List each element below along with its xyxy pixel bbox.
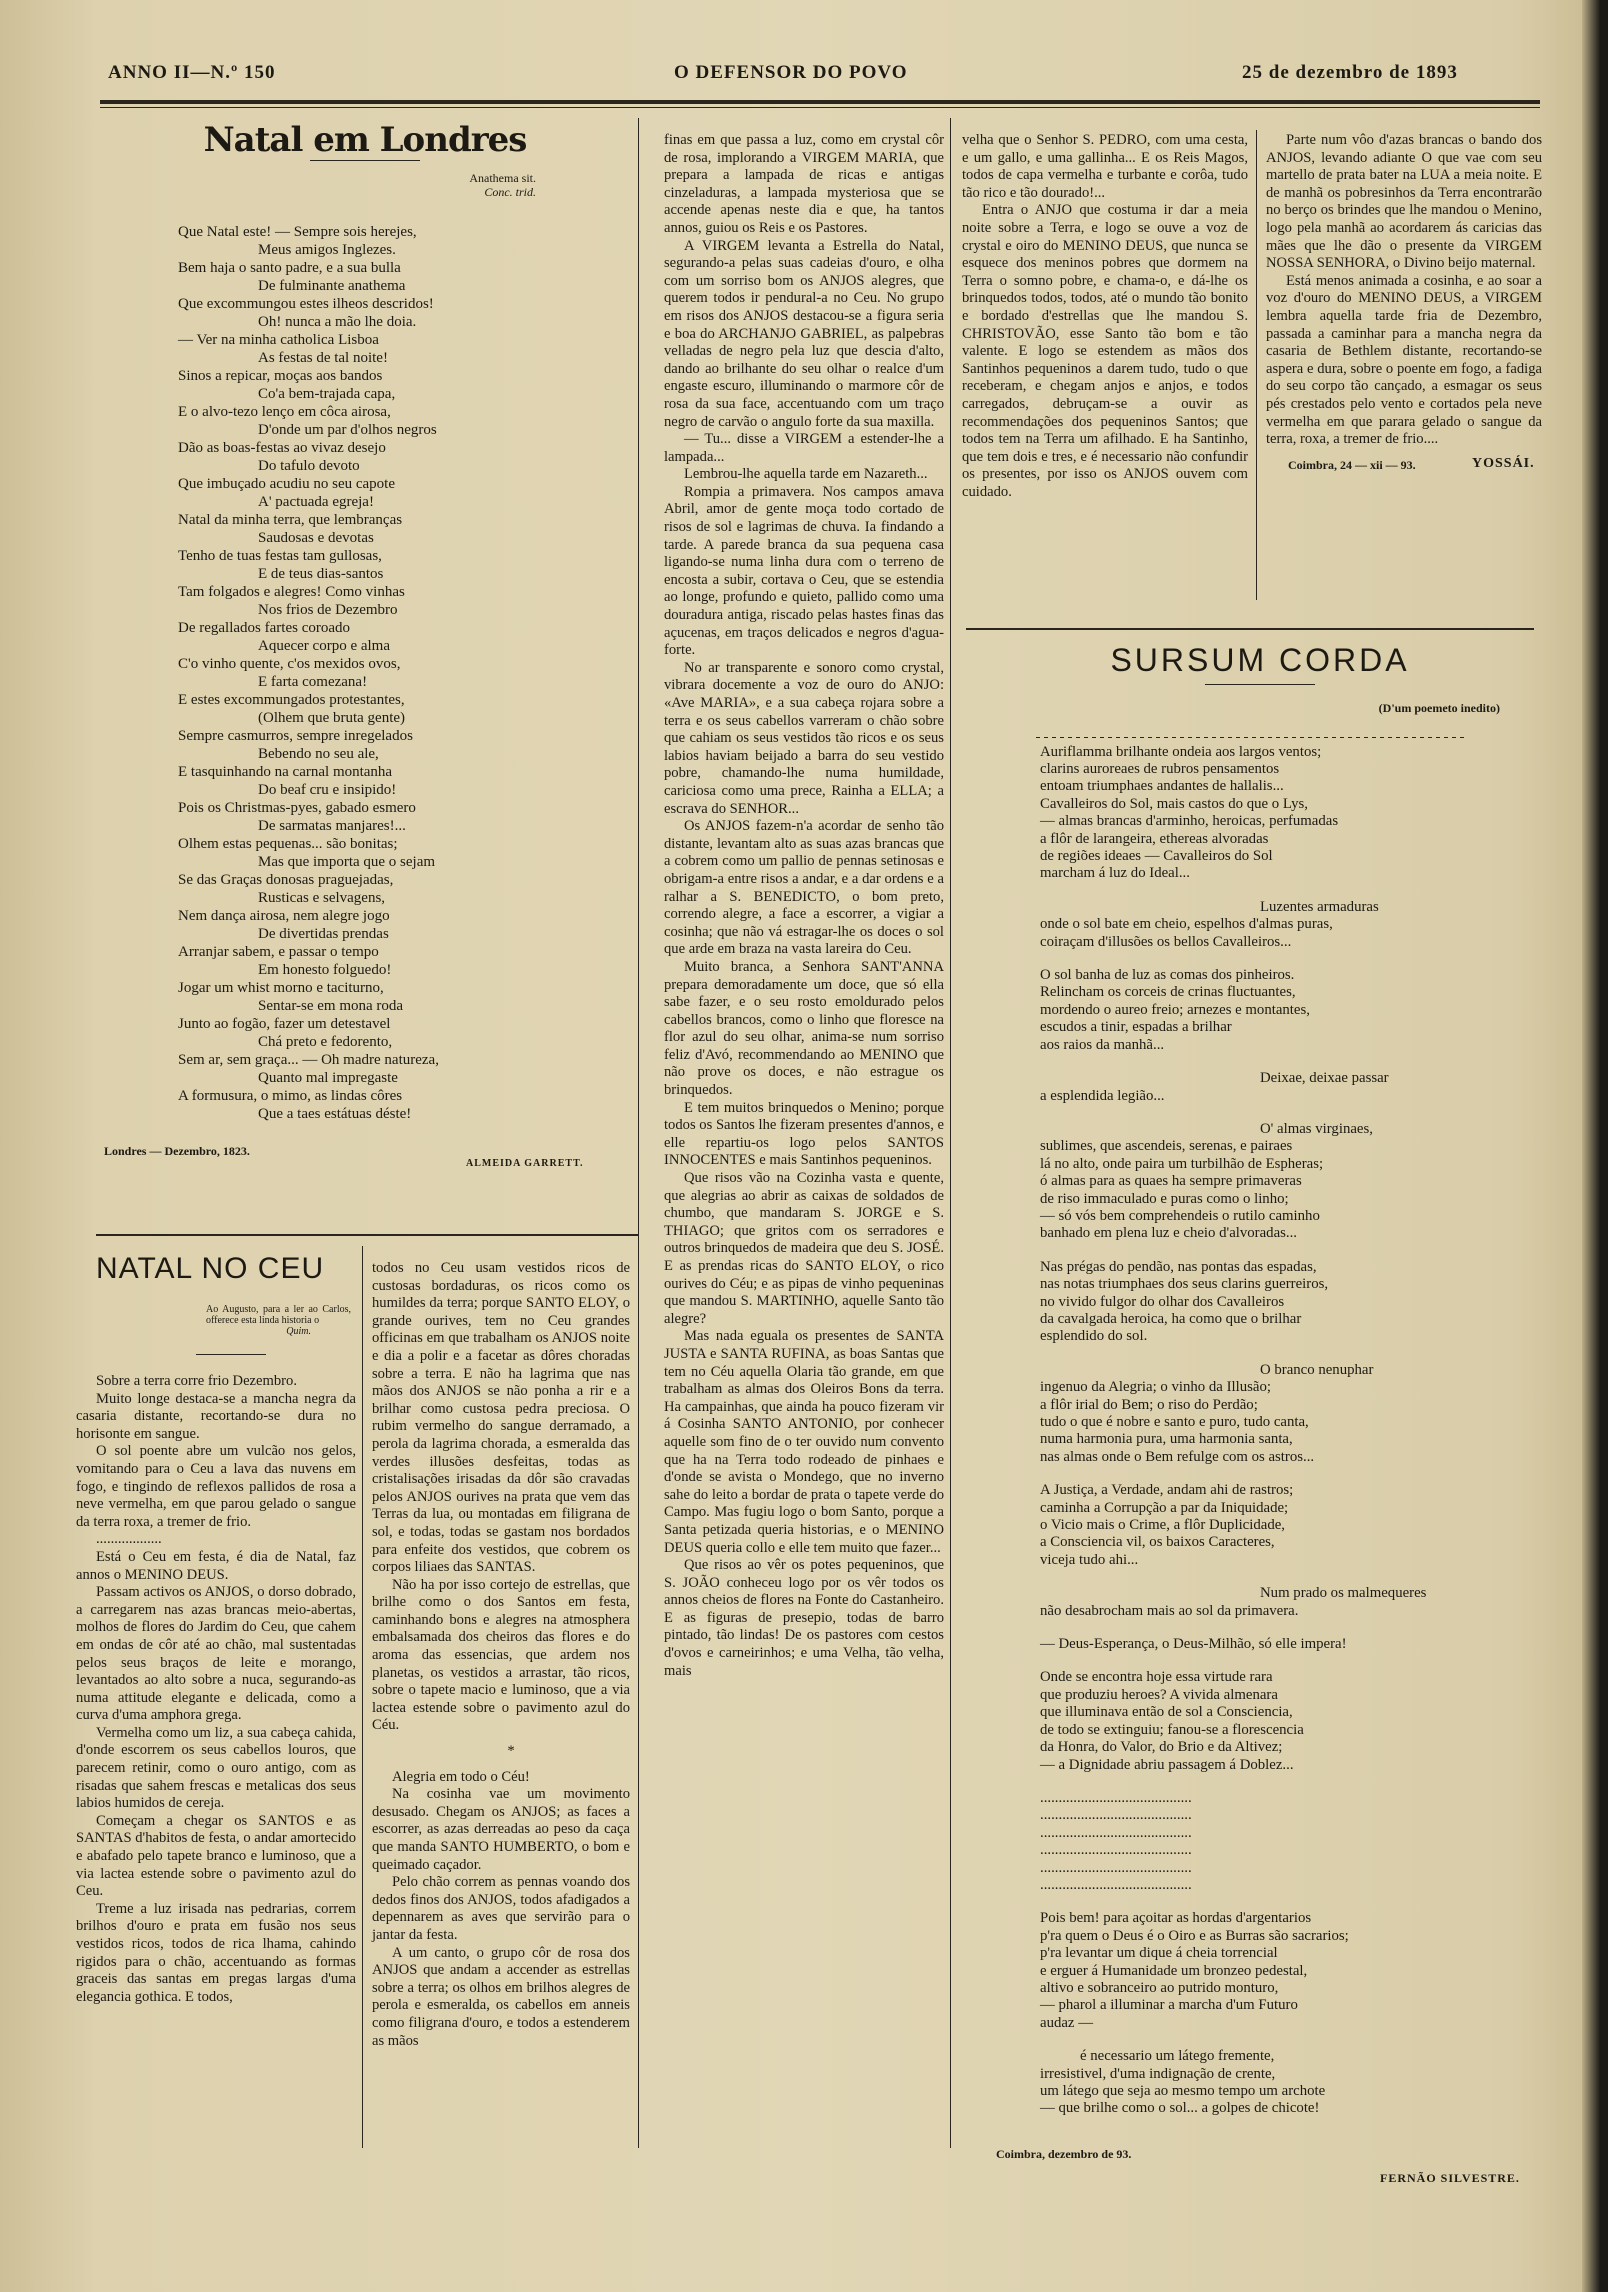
verse-line: E o alvo-tezo lenço em côca airosa, (178, 403, 391, 420)
verse-line: A Justiça, a Verdade, andam ahi de rastros; (1040, 1482, 1294, 1499)
verse-line: o Vicio mais o Crime, a flôr Duplicidade, (1040, 1517, 1285, 1534)
verse-line: O branco nenuphar (1260, 1361, 1374, 1378)
verse-line: Jogar um whist morno e taciturno, (178, 979, 384, 996)
stanza (1040, 1362, 1520, 1466)
verse-line: caminha a Corrupção a par da Iniquidade; (1040, 1499, 1289, 1516)
paragraph: Não ha por isso cortejo de estrellas, que brilhe como o dos Santos em festa, caminhando bons e alegres na atmosphera embalsamada dos cheiros das flores e do aroma das essencias, que ardem nos planetas, os vestidos a arrastar, tão ricos, sobre o tapete macio e luminoso, que a via lactea estende sobre o pavimento azul do Céu. (372, 1576, 630, 1734)
verse-line: Que excommungou estes ilheos descridos! (178, 295, 434, 312)
paragraph: .................. (96, 1531, 162, 1548)
verse-line: Nem dança airosa, nem alegre jogo (178, 907, 390, 924)
verse-line: Que Natal este! — Sempre sois herejes, (178, 223, 417, 240)
paragraph: Pelo chão correm as pennas voando dos dedos finos dos ANJOS, todos afadigados a depennarem as aves que servirão para o jantar da festa. (372, 1874, 630, 1943)
verse-line: Tam folgados e alegres! Como vinhas (178, 583, 405, 600)
paragraph: Alegria em todo o Céu! (392, 1768, 530, 1785)
verse-line: de todo se extinguiu; fanou-se a florescencia (1040, 1721, 1304, 1738)
verse-line: Luzentes armaduras (1260, 898, 1379, 915)
verse-line: Do beaf cru e insipido! (258, 781, 397, 798)
poem-title: Natal em Londres (203, 120, 527, 160)
verse-line: a flôr irial do Bem; o riso do Perdão; (1040, 1396, 1258, 1413)
verse-line: nas notas triumphaes dos seus clarins guerreiros, (1040, 1276, 1329, 1293)
stanza (1040, 1636, 1520, 1653)
verse-line: E tasquinhando na carnal montanha (178, 763, 393, 780)
verse-line: Pois bem! para açoitar as hordas d'argentarios (1040, 1910, 1312, 1927)
verse-line: Aquecer corpo e alma (258, 637, 391, 654)
verse-line: Bem haja o santo padre, e a sua bulla (178, 259, 401, 276)
issue-number: ANNO II—N.º 150 (108, 62, 276, 83)
paragraph: Parte num vôo d'azas brancas o bando dos ANJOS, levando adiante O que vae com seu martello de prata bater na LUA a meia noite. E de manhã os pobresinhos da Terra encontrarão no berço os brindes que lhe mandou o Menino, logo pela manhã ao acordarem ás caricias das mães que lhe dão o presente da VIRGEM NOSSA SENHORA, o Divino beijo maternal. (1266, 132, 1542, 272)
story-column-2 (372, 1260, 630, 2050)
stanza (1040, 2048, 1520, 2118)
poem-author: ALMEIDA GARRETT. (466, 1157, 584, 1169)
section-rule (966, 628, 1534, 630)
paragraph: Começam a chegar os SANTOS e as SANTAS d'habitos de festa, o andar amortecido e abafado pelo tapete branco e luminoso, que a via lactea estende sobre o pavimento azul do Ceu. (76, 1812, 356, 1900)
paragraph: A um canto, o grupo côr de rosa dos ANJOS que andam a accender as estrellas sobre a terra; os olhos em brilhos alegres de perola e esmeralda, os cabellos em anneis como filigrana d'ouro, e todos a estenderem as mãos (372, 1944, 630, 2049)
verse-line: p'ra quem o Deus é o Oiro e as Burras são sacrarios; (1040, 1927, 1349, 1944)
paragraph: Que risos vão na Cozinha vasta e quente, que alegrias ao abrir as caixas de soldados de chumbo, que mandaram S. JORGE e S. THIAGO; que gritos com os serradores e outros brinquedos de madeira que deu S. JOSÉ. E as prendas ricas do SANTO ELOY, o rico ourives do Céu; e as pipas de vinho pequeninas que mandou S. MARTINHO, aquelle Santo tão alegre? (664, 1170, 944, 1327)
verse-line: marcham á luz do Ideal... (1040, 865, 1190, 882)
paragraph: todos no Ceu usam vestidos ricos de custosas bordaduras, os ricos como os humildes da terra; porque SANTO ELOY, o grande ourives, tem no Ceu grandes officinas em que trabalham os ANJOS noite e dia a polir e a facetar as dôres choradas sobre a terra. E não ha lagrima que nas mãos dos ANJOS se não ponha a rir e a brilhar como custosa pedra preciosa. O rubim vermelho do sangue derramado, a perola da lagrima chorada, a esmeralda das verdes illusões desfeitas, todas as cristalisações irisadas da dôr são cravadas pelos ANJOS ourives na prata que vem das Terras da lua, ou montadas em filigrana de sol, e todas, todas se gastam nos bordados para enfeite dos vestidos, que cobrem os corpos liliaes das SANTAS. (372, 1260, 630, 1576)
verse-line: O' almas virginaes, (1260, 1120, 1373, 1137)
stanza (1040, 1669, 1520, 1773)
verse-line: a flôr de larangeira, ethereas alvoradas (1040, 830, 1269, 847)
verse-line: Sentar-se em mona roda (258, 997, 404, 1014)
verse-line: a esplendida legião... (1040, 1087, 1165, 1104)
verse-line: (Olhem que bruta gente) (258, 709, 406, 726)
verse-line: — a Dignidade abriu passagem á Doblez... (1040, 1756, 1294, 1773)
paragraph: Na cosinha vae um movimento desusado. Chegam os ANJOS; as faces a escorrer, as azas derreadas ao peso da caça que manda SANTO HUMBERTO, o bom e queimado caçador. (372, 1786, 630, 1873)
verse-line: escudos a tinir, espadas a brilhar (1040, 1019, 1232, 1036)
verse-line: Sempre casmurros, sempre inregelados (178, 727, 413, 744)
verse-line: e erguer á Humanidade um bronzeo pedestal, (1040, 1962, 1308, 1979)
verse-line: E farta comezana! (258, 673, 368, 690)
verse-line: ......................................... (1040, 1824, 1192, 1841)
verse-line: Natal da minha terra, que lembranças (178, 511, 403, 528)
verse-line: aos raios da manhã... (1040, 1036, 1165, 1053)
verse-line: ......................................... (1040, 1807, 1192, 1824)
verse-line: Pois os Christmas-pyes, gabado esmero (178, 799, 416, 816)
verse-line: irresistivel, d'uma indignação de crente, (1040, 2065, 1276, 2082)
verse-line: De sarmatas manjares!... (258, 817, 406, 834)
poem-verses (100, 223, 630, 1123)
verse-line: p'ra levantar um dique á cheia torrencial (1040, 1945, 1278, 1962)
verse-divider (1036, 737, 1466, 738)
verse-line: sublimes, que ascendeis, serenas, e pairaes (1040, 1138, 1293, 1155)
verse-line: Saudosas e devotas (258, 529, 374, 546)
verse-line: Junto ao fogão, fazer um detestavel (178, 1015, 391, 1032)
poem-natal-em-londres (100, 120, 630, 1183)
verse-line: E de teus dias-santos (258, 565, 384, 582)
verse-line: As festas de tal noite! (258, 349, 388, 366)
issue-date: 25 de dezembro de 1893 (1242, 62, 1458, 83)
verse-line: — que brilhe como o sol... a golpes de chicote! (1040, 2100, 1320, 2117)
paragraph: Os ANJOS fazem-n'a acordar de senho tão distante, levantam alto as suas azas brancas que a cobrem como um pallio de pennas setinosas e obrigam-a entre risos a andar, e a dar ordens e a ralhar a S. BENEDICTO, o bom preto, correndo alegre, a face a escorrer, a vigiar a cosinha; que não vá estragar-lhe os doces o sol que arde em braza na vasta lareira do Ceu. (664, 818, 944, 958)
poem-place-date: Coimbra, dezembro de 93. (996, 2146, 1132, 2161)
poem-title: SURSUM CORDA (1110, 642, 1410, 678)
verse-line: altivo e sobranceiro ao putrido monturo, (1040, 1979, 1279, 1996)
poem-verses (1000, 744, 1520, 2118)
section-rule (96, 1234, 638, 1236)
verse-line: ó almas para as quaes ha sempre primaveras (1040, 1173, 1302, 1190)
verse-line: coiraçam d'illusões os bellos Cavalleiros... (1040, 933, 1292, 950)
paragraph: — Tu... disse a VIRGEM a estender-lhe a lampada... (664, 431, 944, 465)
verse-line: Se das Graças donosas praguejadas, (178, 871, 394, 888)
paragraph: E tem muitos brinquedos o Menino; porque todos os Santos lhe fizeram presentes d'annos, e elle repartiu-os logo pelos SANTOS INNOCENTES e mais Santinhos pequeninos. (664, 1099, 944, 1169)
paragraph: Está o Ceu em festa, é dia de Natal, faz annos o MENINO DEUS. (76, 1548, 356, 1583)
story-dedication: Ao Augusto, para a ler ao Carlos, offerece esta linda historia o Quim. (206, 1304, 351, 1337)
verse-line: D'onde um par d'olhos negros (258, 421, 437, 438)
verse-line: entoam triumphaes andantes de hallalis... (1040, 778, 1284, 795)
paragraph: Passam activos os ANJOS, o dorso dobrado, a carregarem nas azas brancas meio-abertas, molhos de flores do Jardim do Ceu, que cahem em ondas de côr até ao chão, mal sustentadas pelos seus braços de leite e morango, levantados ao alto sobre a nuca, segurando-as numa attitude elegante e delicada, como a curva d'uma amphora grega. (76, 1584, 356, 1724)
verse-line: De fulminante anathema (258, 277, 406, 294)
column-rule (638, 118, 639, 2148)
stanza (1040, 1585, 1520, 1620)
verse-line: Auriflamma brilhante ondeia aos largos ventos; (1040, 743, 1322, 760)
verse-line: ......................................... (1040, 1859, 1192, 1876)
verse-line: viceja tudo ahi... (1040, 1551, 1139, 1568)
verse-line: clarins auroreaes de rubros pensamentos (1040, 761, 1280, 777)
story-title: NATAL NO CEU (96, 1252, 325, 1285)
verse-line: — Deus-Esperança, o Deus-Milhão, só elle impera! (1040, 1636, 1347, 1653)
verse-line: numa harmonia pura, uma harmonia santa, (1040, 1431, 1293, 1448)
paragraph: O sol poente abre um vulcão nos gelos, vomitando para o Ceu a lava das nuvens em fogo, e tingindo de reflexos pallidos de rosa a neve vermelha, em que parou gelado o sangue da terra roxa, a tremer de frio. (76, 1443, 356, 1530)
stanza (1040, 899, 1520, 951)
paragraph: Lembrou-lhe aquella tarde em Nazareth... (684, 466, 928, 483)
paragraph: Muito branca, a Senhora SANT'ANNA prepara demoradamente um doce, que só ella sabe fazer, e o seu rosto emoldurado pelos cabellos brancos, como o linho que floresce na flor azul do seu olhar, anima-se num sorriso feliz d'Avó, recommendando ao MENINO que não prove os doces, e não estrague os brinquedos. (664, 958, 944, 1099)
header-rule (100, 100, 1540, 104)
paragraph: * (507, 1743, 515, 1760)
verse-line: que illuminava então de sol a Consciencia, (1040, 1704, 1293, 1721)
poem-place-date: Londres — Dezembro, 1823. (104, 1143, 250, 1158)
stanza (1040, 744, 1520, 883)
verse-line: audaz — (1040, 2014, 1093, 2031)
verse-line: de riso immaculado e puras como o linho; (1040, 1190, 1289, 1207)
verse-line: Deixae, deixae passar (1260, 1070, 1389, 1087)
verse-line: O sol banha de luz as comas dos pinheiros. (1040, 967, 1295, 984)
stanza (1040, 1259, 1520, 1346)
verse-line: De divertidas prendas (258, 925, 389, 942)
verse-line: Em honesto folguedo! (258, 961, 392, 978)
verse-line: mordendo o aureo freio; arnezes e montantes, (1040, 1001, 1310, 1018)
verse-line: De regallados fartes coroado (178, 619, 351, 636)
verse-line: Sinos a repicar, moças aos bandos (178, 367, 383, 384)
story-column-5 (1266, 132, 1542, 481)
stanza (1040, 967, 1520, 1054)
verse-line: Que a taes estátuas déste! (258, 1105, 412, 1122)
paragraph: Vermelha como um liz, a sua cabeça cahida, d'onde escorrem os seus cabellos louros, que parecem retinir, como o ouro antigo, com as risadas que sahem frescas e metalicas dos seus labios humidos de cereja. (76, 1724, 356, 1812)
verse-line: C'o vinho quente, c'os mexidos ovos, (178, 655, 401, 672)
verse-line: — Ver na minha catholica Lisboa (178, 331, 379, 348)
verse-line: Quanto mal impregaste (258, 1069, 398, 1086)
epigraph: Anathema sit. Conc. trid. (469, 170, 536, 199)
verse-line: A formusura, o mimo, as lindas côres (178, 1087, 403, 1104)
paragraph: Muito longe destaca-se a mancha negra da casaria distante, recortando-se dura no horisonte em sangue. (76, 1390, 356, 1442)
page-edge-shadow (1582, 0, 1608, 2292)
paragraph: Rompia a primavera. Nos campos amava Abril, amor de gente moça todo cortado de risos de sol e lagrimas de chuva. Ia findando a tarde. A parede branca da sua pequena casa ligando-se numa linha dura com o terreno de encosta a subir, cortava o Ceu, que se estendia ao longe, profundo e quieto, pallido como uma douradura antiga, riscado pelas hastes finas das açucenas, em traços delicados e negros d'agua-forte. (664, 483, 944, 659)
verse-line: de regiões ideaes — Cavalleiros do Sol (1040, 848, 1273, 865)
stanza (1040, 1790, 1520, 1894)
newspaper-name: O DEFENSOR DO POVO (674, 62, 908, 83)
verse-line: Onde se encontra hoje essa virtude rara (1040, 1669, 1273, 1686)
paragraph: No ar transparente e sonoro como crystal, vibrara docemente a voz de ouro do ANJO: «Ave MARIA», e a sua cabeça rojara sobre a terra e os seus cabellos varreram o chão sobre que cahiam os seus vestidos tão ricos e os seus labios haviam beijado a barra do seu vestido pobre, chamando-lhe numa humildade, cariciosa como uma prece, Rainha a ELLA; a escrava do SENHOR... (664, 659, 944, 817)
verse-line: Tenho de tuas festas tam gullosas, (178, 547, 382, 564)
paragraph: finas em que passa a luz, como em crystal côr de rosa, implorando a VIRGEM MARIA, que prepara a lampada de ricas e antigas cinzeladuras, a lampada mysteriosa que se accende apenas neste dia e que, ha tantos annos, guiou os Reis e os Pastores. (664, 132, 944, 236)
column-rule (362, 1246, 363, 2148)
verse-line: E estes excommungados protestantes, (178, 691, 405, 708)
paragraph: Entra o ANJO que costuma ir dar a meia noite sobre a Terra, e logo se ouve a voz de crystal e oiro do MENINO DEUS, que nunca se esquece dos meninos pobres que dormem na Terra o somno pobre, e chama-o, e dá-lhe os brinquedos todos, todos, até o mundo tão bonito e bordado d'estrellas que lhe mandou S. CHRISTOVÃO, esse Santo tão bom e tão valente. E logo se estendem as mãos dos Santinhos pequeninos a darem tudo, tudo o que receberam, e chegam anjos e anjos, e todos carregados, debruçam-se a ouvir as recommendações dos pequeninos Santos; que todos tem na Terra um afilhado. E ha Santinho, que tem dois e tres, e é necessario não confundir os presentes, por isso os ANJOS ouvem com cuidado. (962, 202, 1248, 500)
verse-line: — pharol a illuminar a marcha d'um Futuro (1040, 1997, 1298, 2014)
verse-line: onde o sol bate em cheio, espelhos d'almas puras, (1040, 916, 1333, 933)
paragraph: Mas nada eguala os presentes de SANTA JUSTA e SANTA RUFINA, as boas Santas que tem no Céu aquella Olaria tão grande, em que trabalham as almas dos Oleiros Bons da terra. Ha campainhas, que ainda ha pouco fizeram vir á Cosinha SANTO ANTONIO, por conhecer aquelle som fino de o ter ouvido num convento que ha na Terra todo rodeado de pinhaes e d'onde se avista o Mondego, que no inverno sahe do leito a bordar de prata o tapete verde do Campo. Mas fugiu logo o bom Santo, porque a Santa petizada queria historias, e o MENINO DEUS queria collo e elle tem muito que fazer... (664, 1328, 944, 1556)
verse-line: Cavalleiros do Sol, mais castos do que o Lys, (1040, 795, 1308, 812)
verse-line: nas almas onde o Bem refulge com os astros... (1040, 1448, 1315, 1465)
verse-line: Bebendo no seu ale, (258, 745, 379, 762)
verse-line: — almas brancas d'arminho, heroicas, perfumadas (1040, 813, 1339, 830)
verse-line: Nos frios de Dezembro (258, 601, 398, 618)
paragraph: A VIRGEM levanta a Estrella do Natal, segurando-a pelas suas cadeias d'ouro, e olha com um sorriso bom os ANJOS alegres, que querem todos ir pendural-a no Ceu. No grupo em risos dos ANJOS destacou-se a figura seria e boa do ARCHANJO GABRIEL, as palpebras velladas de negro pela luz que descia d'alto, dando ao brilhante do seu olhar o realce d'um engaste escuro, illuminando o marmore côr de rosa da sua face, accentuando com um traço negro de carvão o angulo forte da sua maxilla. (664, 237, 944, 430)
header-rule-thin (100, 107, 1540, 108)
story-heading (76, 1252, 356, 1352)
verse-line: ......................................... (1040, 1876, 1192, 1893)
poem-subtitle: (D'um poemeto inedito) (1378, 700, 1500, 715)
stanza (1040, 1910, 1520, 2032)
verse-line: ......................................... (1040, 1842, 1192, 1859)
paragraph: Está menos animada a cosinha, e ao soar a voz d'ouro do MENINO DEUS, a VIRGEM lembra aquella tarde fria de Dezembro, passada a caminhar para a mancha negra da casaria de Bethlem distante, recortando-se aspera e dura, sobre o poente em fogo, a fadiga do seu corpo tão cançado, a esmagar os seus pés crestados pelo vento e cortados pela neve vermelha em que parara gelado o sangue da terra, roxa, a tremer de frio.... (1266, 272, 1542, 448)
story-footer (1266, 453, 1542, 481)
verse-line: lá no alto, onde paira um turbilhão de Espheras; (1040, 1155, 1324, 1172)
story-place-date: Coimbra, 24 — xii — 93. (1288, 457, 1416, 472)
column-rule (1256, 130, 1257, 600)
verse-line: Do tafulo devoto (258, 457, 360, 474)
verse-line: Que imbuçado acudiu no seu capote (178, 475, 396, 492)
verse-line: Sem ar, sem graça... — Oh madre natureza, (178, 1051, 439, 1068)
verse-line: Oh! nunca a mão lhe doia. (258, 313, 417, 330)
verse-line: Olhem estas pequenas... são bonitas; (178, 835, 398, 852)
paragraph: Sobre a terra corre frio Dezembro. (96, 1373, 297, 1389)
paragraph: Que risos ao vêr os potes pequeninos, que S. JOÃO conheceu logo por os vêr todos os annos cheios de flores na Fonte do Castanheiro. E as figuras de presepio, todas de barro pintado, tão lindas! De os pastores com cestos d'ovos e carneirinhos; e uma Velha, tão velha, mais (664, 1557, 944, 1679)
verse-line: ......................................... (1040, 1789, 1192, 1806)
verse-line: — só vós bem comprehendeis o rutilo caminho (1040, 1207, 1320, 1224)
verse-line: não desabrocham mais ao sol da primavera. (1040, 1602, 1299, 1619)
verse-line: Arranjar sabem, e passar o tempo (178, 943, 379, 960)
verse-line: banhado em plena luz e cheio d'alvoradas... (1040, 1225, 1297, 1242)
verse-line: Dão as boas-festas ao vivaz desejo (178, 439, 386, 456)
poem-author: FERNÃO SILVESTRE. (1380, 2170, 1520, 2185)
verse-line: Nas prégas do pendão, nas pontas das espadas, (1040, 1258, 1317, 1275)
verse-line: Relincham os corceis de crinas fluctuantes, (1040, 984, 1296, 1001)
verse-line: Mas que importa que o sejam (258, 853, 436, 870)
title-underline (196, 1354, 266, 1355)
verse-line: que produziu heroes? A vivida almenara (1040, 1686, 1278, 1703)
stanza (1040, 1121, 1520, 1243)
verse-line: no vivido fulgor do olhar dos Cavalleiros (1040, 1293, 1285, 1310)
story-column-4 (962, 132, 1248, 501)
title-underline (1205, 684, 1315, 685)
story-author: YOSSÁI. (1472, 455, 1535, 471)
verse-line: ingenuo da Alegria; o vinho da Illusão; (1040, 1379, 1271, 1396)
verse-line: Meus amigos Inglezes. (258, 241, 396, 258)
poem-footer (100, 1143, 630, 1183)
stanza (1040, 1482, 1520, 1569)
verse-line: um látego que seja ao mesmo tempo um archote (1040, 2083, 1326, 2099)
story-column-3 (664, 132, 944, 1680)
verse-line: Rusticas e selvagens, (258, 889, 386, 906)
stanza (1040, 1070, 1520, 1105)
poem-sursum-corda (996, 642, 1520, 2186)
verse-line: a Consciencia vil, os baixos Caracteres, (1040, 1534, 1275, 1551)
paragraph: velha que o Senhor S. PEDRO, com uma cesta, e um gallo, e uma gallinha... E os Reis Magos, todos de capa vermelha e turbante e corôa, tudo tão rico e tão dourado!... (962, 132, 1248, 201)
verse-line: Chá preto e fedorento, (258, 1033, 393, 1050)
verse-line: da Honra, do Valor, do Brio e da Altivez; (1040, 1739, 1283, 1756)
column-rule (950, 118, 951, 2148)
verse-line: da cavalgada heroica, ha como que o brilhar (1040, 1310, 1302, 1327)
verse-line: Co'a bem-trajada capa, (258, 385, 396, 402)
story-column-1 (76, 1252, 356, 2006)
verse-line: esplendido do sol. (1040, 1328, 1148, 1345)
poem-footer (996, 2146, 1520, 2186)
verse-line: é necessario um látego fremente, (1080, 2048, 1275, 2065)
verse-line: A' pactuada egreja! (258, 493, 374, 510)
verse-line: Num prado os malmequeres (1260, 1585, 1427, 1602)
verse-line: tudo o que é nobre e santo e puro, tudo canta, (1040, 1414, 1309, 1430)
paragraph: Treme a luz irisada nas pedrarias, correm brilhos d'ouro e prata em fusão nos seus vestidos ricos, todos de rica lhama, cahindo rigidos para o chão, accentuando as formas graceis das santas em pregas largas d'uma elegancia gothica. E todos, (76, 1900, 356, 2005)
